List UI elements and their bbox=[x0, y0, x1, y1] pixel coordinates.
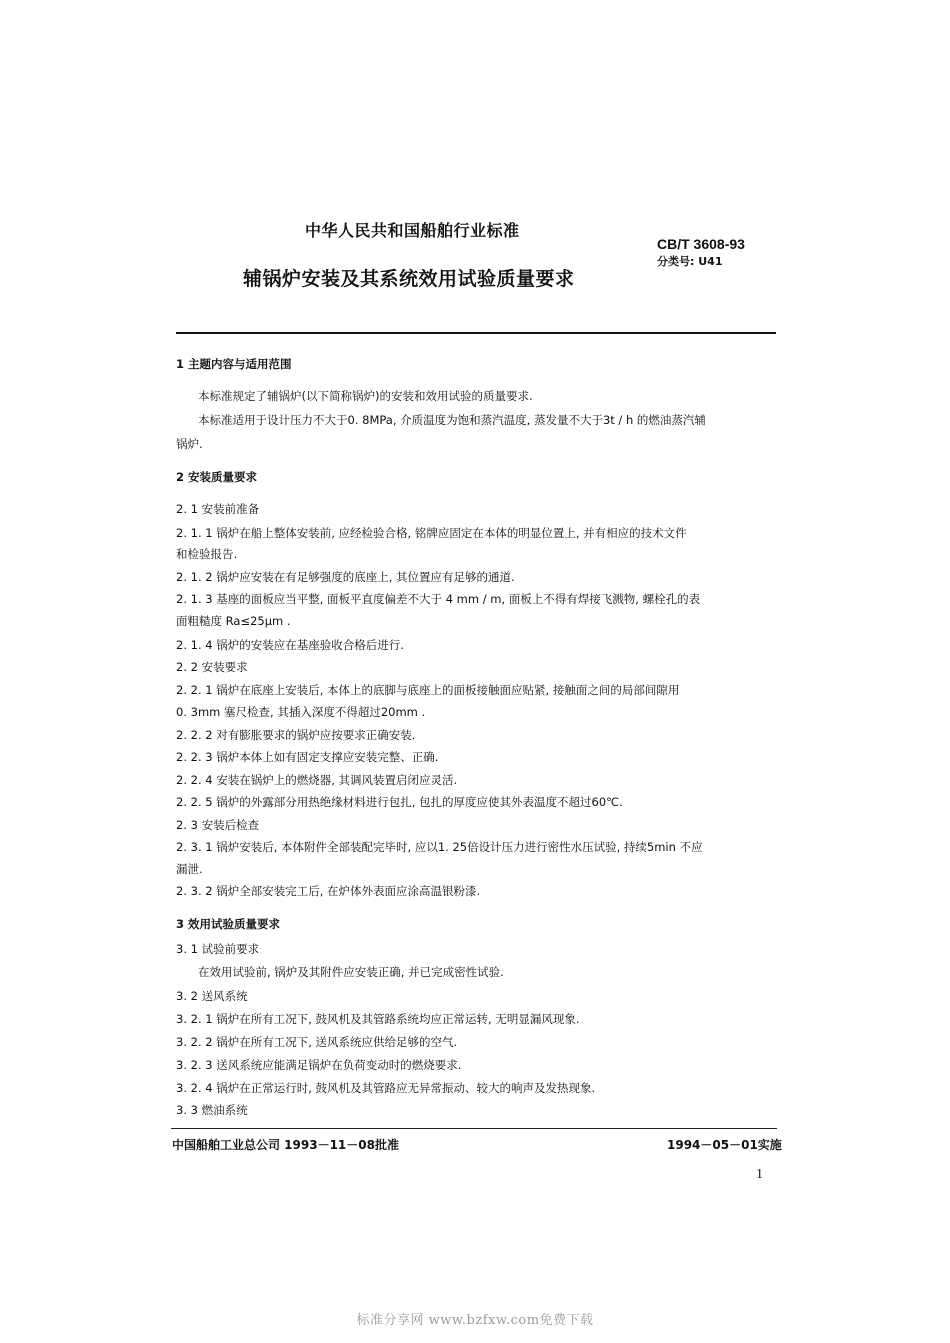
body-line: 2. 2. 3 锅炉本体上如有固定支撑应安装完整、正确. bbox=[176, 750, 439, 764]
body-line: 在效用试验前, 锅炉及其附件应安装正确, 并已完成密性试验. bbox=[198, 965, 504, 979]
body-line: 3. 2 送风系统 bbox=[176, 989, 248, 1003]
body-line: 2. 3. 1 锅炉安装后, 本体附件全部装配完毕时, 应以1. 25倍设计压力进行密性水压试验, 持续5min 不应 bbox=[176, 840, 703, 854]
body-line: 2. 1. 1 锅炉在船上整体安装前, 应经检验合格, 铭牌应固定在本体的明显位置上, 并有相应的技术文件 bbox=[176, 526, 687, 540]
body-line: 漏泄. bbox=[176, 862, 203, 876]
body-line: 2. 2. 5 锅炉的外露部分用热绝缘材料进行包扎, 包扎的厚度应使其外表温度不超过60℃. bbox=[176, 795, 623, 809]
body-line: 面粗糙度 Ra≤25μm . bbox=[176, 614, 291, 628]
body-line: 3. 2. 4 锅炉在正常运行时, 鼓风机及其管路应无异常振动、较大的响声及发热现象. bbox=[176, 1081, 596, 1095]
body-line: 2. 1. 4 锅炉的安装应在基座验收合格后进行. bbox=[176, 638, 404, 652]
standard-number: CB/T 3608-93 bbox=[657, 236, 745, 252]
header-divider bbox=[176, 332, 776, 334]
body-line: 2. 2. 4 安装在锅炉上的燃烧器, 其调风装置启闭应灵活. bbox=[176, 773, 458, 787]
body-line: 3. 2. 3 送风系统应能满足锅炉在负荷变动时的燃烧要求. bbox=[176, 1058, 462, 1072]
classification-number: 分类号: U41 bbox=[657, 255, 723, 268]
body-line: 本标准适用于设计压力不大于0. 8MPa, 介质温度为饱和蒸汽温度, 蒸发量不大于3t / h 的燃油蒸汽辅 bbox=[198, 413, 706, 427]
body-line: 2. 2 安装要求 bbox=[176, 660, 248, 674]
standard-org-title: 中华人民共和国船舶行业标准 bbox=[305, 221, 520, 240]
effective-date: 1994－05－01实施 bbox=[667, 1138, 782, 1152]
page-number: 1 bbox=[756, 1167, 763, 1182]
body-line: 3. 1 试验前要求 bbox=[176, 942, 260, 956]
body-line: 2. 2. 2 对有膨胀要求的锅炉应按要求正确安装. bbox=[176, 728, 416, 742]
body-line: 锅炉. bbox=[176, 437, 203, 451]
body-line: 本标准规定了辅锅炉(以下简称锅炉)的安装和效用试验的质量要求. bbox=[198, 389, 533, 403]
body-line: 3. 3 燃油系统 bbox=[176, 1103, 248, 1117]
body-line: 3. 2. 2 锅炉在所有工况下, 送风系统应供给足够的空气. bbox=[176, 1035, 458, 1049]
body-line: 2. 3 安装后检查 bbox=[176, 818, 260, 832]
body-line: 2. 2. 1 锅炉在底座上安装后, 本体上的底脚与底座上的面板接触面应贴紧, 接触面之间的局部间隙用 bbox=[176, 683, 680, 697]
body-line: 2. 1 安装前准备 bbox=[176, 502, 260, 516]
approval-line: 中国船舶工业总公司 1993－11－08批准 bbox=[172, 1138, 399, 1152]
body-line: 3. 2. 1 锅炉在所有工况下, 鼓风机及其管路系统均应正常运转, 无明显漏风现象. bbox=[176, 1012, 580, 1026]
footer-divider bbox=[171, 1128, 777, 1129]
section-heading: 2 安装质量要求 bbox=[176, 470, 258, 484]
body-line: 2. 1. 3 基座的面板应当平整, 面板平直度偏差不大于 4 mm / m, 面板上不得有焊接飞溅物, 螺栓孔的表 bbox=[176, 592, 701, 606]
body-line: 2. 1. 2 锅炉应安装在有足够强度的底座上, 其位置应有足够的通道. bbox=[176, 570, 515, 584]
body-line: 0. 3mm 塞尺检查, 其插入深度不得超过20mm . bbox=[176, 705, 426, 719]
section-heading: 3 效用试验质量要求 bbox=[176, 917, 281, 931]
body-line: 2. 3. 2 锅炉全部安装完工后, 在炉体外表面应涂高温银粉漆. bbox=[176, 884, 481, 898]
watermark: 标准分享网 www.bzfxw.com免费下载 bbox=[356, 1313, 594, 1328]
document-title: 辅锅炉安装及其系统效用试验质量要求 bbox=[243, 268, 575, 290]
body-line: 和检验报告. bbox=[176, 547, 238, 561]
section-heading: 1 主题内容与适用范围 bbox=[176, 357, 292, 371]
